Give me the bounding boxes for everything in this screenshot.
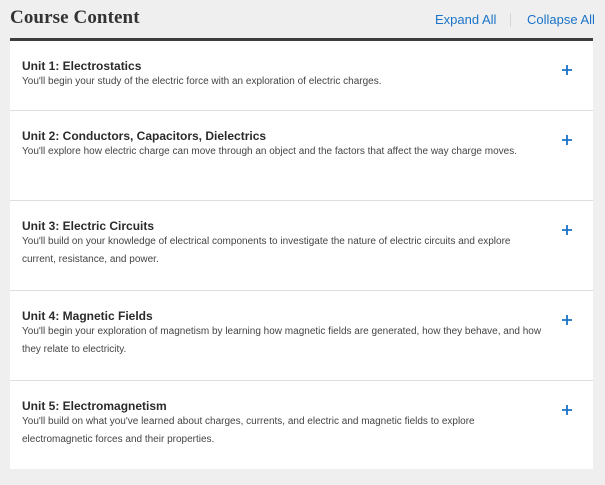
unit-title: Unit 5: Electromagnetism (22, 399, 167, 413)
page-title: Course Content (10, 7, 140, 28)
unit-list (10, 41, 593, 469)
unit-row-4[interactable] (10, 291, 593, 381)
unit-title: Unit 1: Electrostatics (22, 59, 142, 73)
expand-all-link[interactable]: Expand All (435, 12, 497, 27)
header-bar (0, 0, 605, 38)
collapse-all-link[interactable]: Collapse All (527, 12, 595, 27)
unit-title: Unit 4: Magnetic Fields (22, 309, 153, 323)
unit-title: Unit 2: Conductors, Capacitors, Dielectrics (22, 129, 267, 143)
unit-row-5[interactable] (10, 381, 593, 469)
unit-title: Unit 3: Electric Circuits (22, 219, 155, 233)
plus-icon[interactable] (560, 133, 574, 147)
unit-row-1[interactable] (10, 41, 593, 111)
unit-row-3[interactable] (10, 201, 593, 291)
plus-icon[interactable] (560, 313, 574, 327)
plus-icon[interactable] (560, 403, 574, 417)
plus-icon[interactable] (560, 63, 574, 77)
unit-description: You'll build on your knowledge of electrical components to investigate the nature of electric circuits and explore current, resistance, and power. (22, 236, 511, 265)
unit-description: You'll begin your exploration of magnetism by learning how magnetic fields are generated, how they behave, and how they relate to electricity. (22, 326, 542, 355)
unit-description: You'll build on what you've learned about charges, currents, and electric and magnetic fields to explore electromagnetic forces and their properties. (22, 416, 475, 445)
unit-row-2[interactable] (10, 111, 593, 201)
link-divider (510, 13, 511, 27)
plus-icon[interactable] (560, 223, 574, 237)
unit-description: You'll begin your study of the electric force with an exploration of electric charges. (22, 76, 382, 87)
unit-description: You'll explore how electric charge can move through an object and the factors that affect the way charge moves. (22, 146, 517, 157)
